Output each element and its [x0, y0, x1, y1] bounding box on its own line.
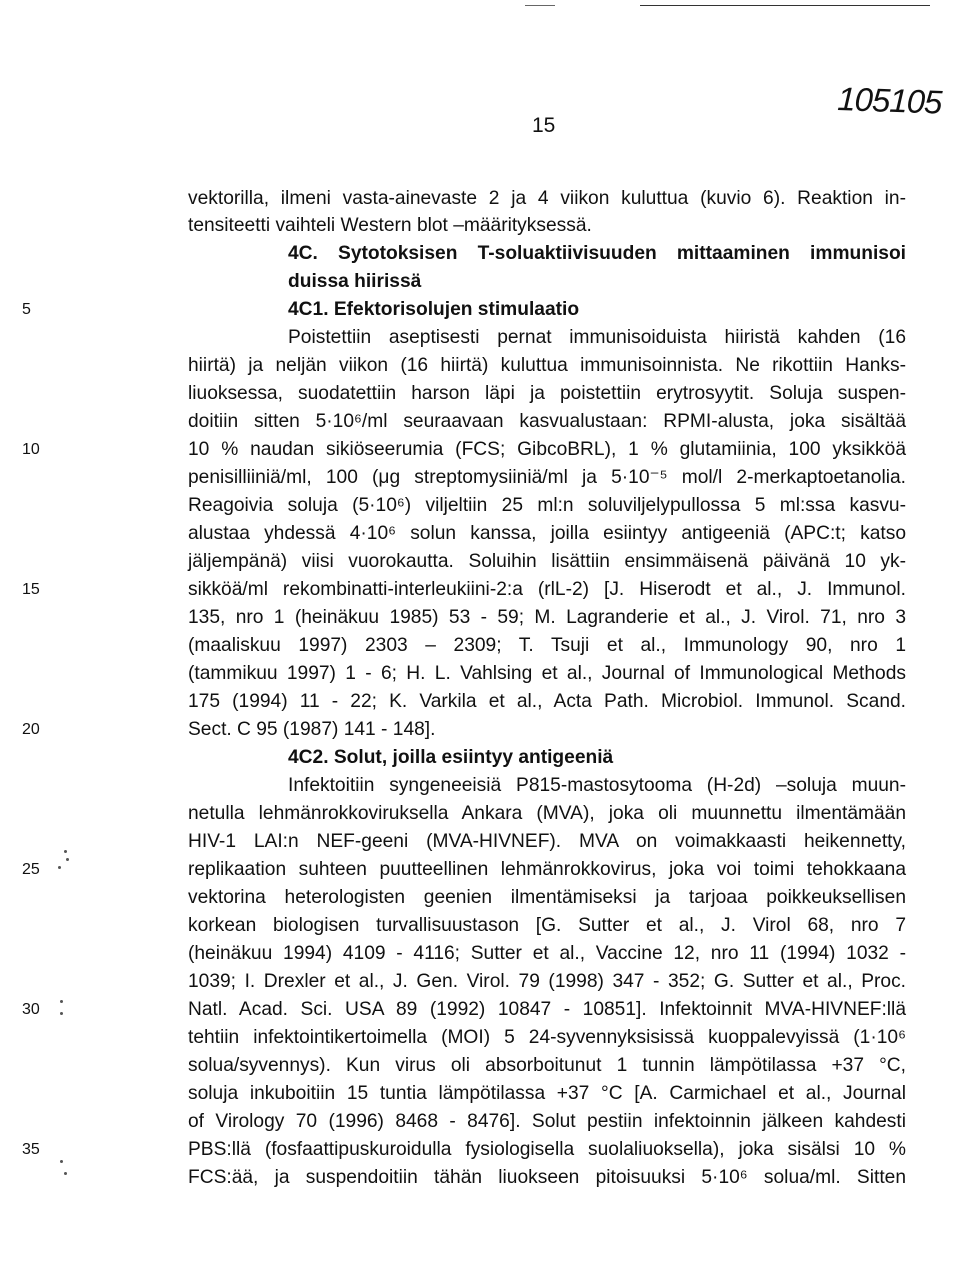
scan-speck — [66, 858, 69, 861]
top-rule-short — [525, 5, 555, 6]
text-line: Reagoivia soluja (5·10⁶) viljeltiin 25 ml:n soluviljelypullossa 5 ml:ssa kasvu- — [188, 495, 906, 516]
scan-speck — [60, 1160, 63, 1163]
line-number: 30 — [22, 1001, 40, 1018]
text-line: liuoksessa, suodatettiin harson läpi ja poistettiin erytrosyytit. Soluja suspen- — [188, 383, 906, 404]
text-line: PBS:llä (fosfaattipuskuroidulla fysiologisella suolaliuoksella), joka sisälsi 10 % — [188, 1139, 906, 1160]
page-number: 15 — [532, 114, 556, 137]
line-number: 20 — [22, 721, 40, 738]
text-line: hiirtä) ja neljän viikon (16 hiirtä) kuluttua immunisoinnista. Ne rikottiin Hanks- — [188, 355, 906, 376]
text-line: Infektoitiin syngeneeisiä P815-mastosytooma (H-2d) –soluja muun- — [288, 775, 906, 796]
text-line: (heinäkuu 1994) 4109 - 4116; Sutter et al., Vaccine 12, nro 11 (1994) 1032 - — [188, 943, 906, 964]
text-line: 1039; I. Drexler et al., J. Gen. Virol. 79 (1998) 347 - 352; G. Sutter et al., Proc. — [188, 971, 906, 992]
text-line: 175 (1994) 11 - 22; K. Varkila et al., Acta Path. Microbiol. Immunol. Scand. — [188, 691, 906, 712]
line-number: 5 — [22, 301, 31, 318]
subsection-heading: 4C2. Solut, joilla esiintyy antigeeniä — [288, 747, 614, 768]
text-line: vektorina heterologisten geenien ilmentämiseksi ja tarjoaa poikkeuksellisen — [188, 887, 906, 908]
text-line: korkean biologisen turvallisuustason [G. Sutter et al., J. Virol 68, nro 7 — [188, 915, 906, 936]
scan-speck — [64, 850, 67, 853]
text-line: alustaa yhdessä 4·10⁶ solun kanssa, joilla esiintyy antigeeniä (APC:t; katso — [188, 523, 906, 544]
line-number: 25 — [22, 861, 40, 878]
text-line: (tammikuu 1997) 1 - 6; H. L. Vahlsing et al., Journal of Immunological Methods — [188, 663, 906, 684]
subsection-heading: 4C1. Efektorisolujen stimulaatio — [288, 299, 580, 320]
text-line: (maaliskuu 1997) 2303 – 2309; T. Tsuji et al., Immunology 90, nro 1 — [188, 635, 906, 656]
scan-speck — [60, 1000, 63, 1003]
text-line: tehtiin infektointikertoimella (MOI) 5 24-syvennyksisissä kuoppalevyissä (1·10⁶ — [188, 1027, 906, 1048]
text-line: doitiin sitten 5·10⁶/ml seuraavaan kasvualustaan: RPMI-alusta, joka sisältää — [188, 411, 906, 432]
scan-speck — [58, 866, 61, 869]
text-line: 10 % naudan sikiöseerumia (FCS; GibcoBRL), 1 % glutamiinia, 100 yksikköä — [188, 439, 906, 460]
text-line: of Virology 70 (1996) 8468 - 8476]. Solut pestiin infektoinnin jälkeen kahdesti — [188, 1111, 906, 1132]
patent-number: 105105 — [836, 80, 943, 121]
text-line: vektorilla, ilmeni vasta-ainevaste 2 ja 4 viikon kuluttua (kuvio 6). Reaktion in- — [188, 188, 906, 209]
text-line: FCS:ää, ja suspendoitiin tähän liuokseen pitoisuuksi 5·10⁶ solua/ml. Sitten — [188, 1167, 906, 1188]
top-rule — [640, 5, 930, 6]
section-heading: duissa hiirissä — [288, 271, 422, 292]
text-line: jäljempänä) viisi vuorokautta. Soluihin lisättiin ensimmäisenä päivänä 10 yk- — [188, 551, 906, 572]
scan-speck — [64, 1172, 67, 1175]
line-number: 35 — [22, 1141, 40, 1158]
text-line: HIV-1 LAI:n NEF-geeni (MVA-HIVNEF). MVA on voimakkaasti heikennetty, — [188, 831, 906, 852]
line-number: 10 — [22, 441, 40, 458]
text-line: Natl. Acad. Sci. USA 89 (1992) 10847 - 10851]. Infektoinnit MVA-HIVNEF:llä — [188, 999, 906, 1020]
scan-speck — [60, 1012, 63, 1015]
text-line: tensiteetti vaihteli Western blot –määrityksessä. — [188, 215, 592, 236]
line-number: 15 — [22, 581, 40, 598]
text-line: replikaation suhteen puutteellinen lehmänrokkovirus, joka voi toimi tehokkaana — [188, 859, 906, 880]
section-heading: 4C. Sytotoksisen T-soluaktiivisuuden mittaaminen immunisoi — [288, 243, 906, 264]
text-line: 135, nro 1 (heinäkuu 1985) 53 - 59; M. Lagranderie et al., J. Virol. 71, nro 3 — [188, 607, 906, 628]
text-line: solua/syvennys). Kun virus oli absorboitunut 1 tunnin lämpötilassa +37 °C, — [188, 1055, 906, 1076]
text-line: Poistettiin aseptisesti pernat immunisoiduista hiiristä kahden (16 — [288, 327, 906, 348]
text-line: sikköä/ml rekombinatti-interleukiini-2:a (rlL-2) [J. Hiserodt et al., J. Immunol. — [188, 579, 906, 600]
text-line: penisilliiniä/ml, 100 (μg streptomysiiniä/ml ja 5·10⁻⁵ mol/l 2-merkaptoetanolia. — [188, 467, 906, 488]
text-line: soluja inkuboitiin 15 tuntia lämpötilassa +37 °C [A. Carmichael et al., Journal — [188, 1083, 906, 1104]
text-line: Sect. C 95 (1987) 141 - 148]. — [188, 719, 436, 740]
text-line: netulla lehmänrokkoviruksella Ankara (MVA), joka oli muunnettu ilmentämään — [188, 803, 906, 824]
